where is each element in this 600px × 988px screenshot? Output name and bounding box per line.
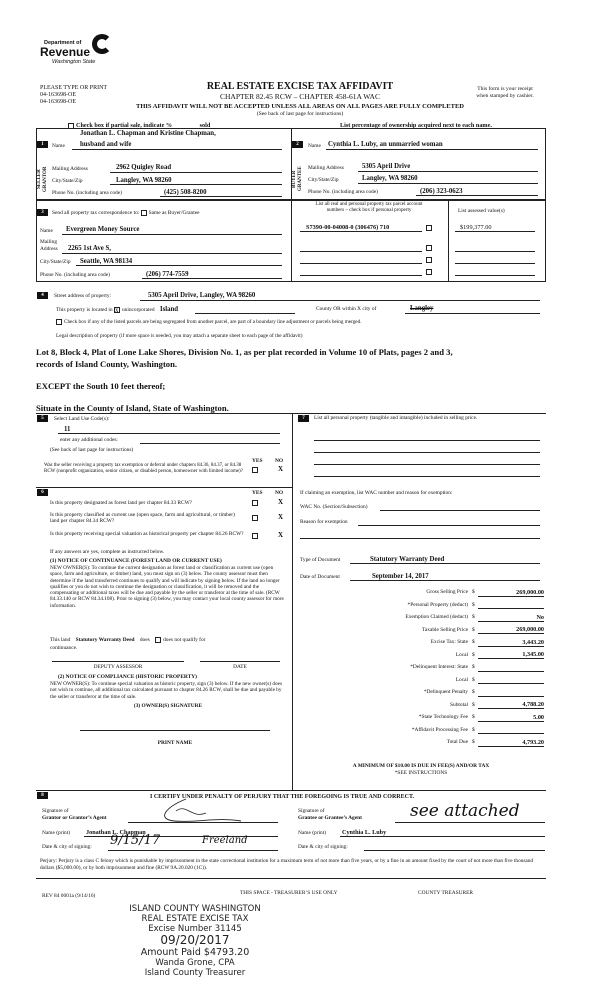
financial-label: Local xyxy=(455,676,468,683)
additional-codes: enter any additional codes: xyxy=(60,437,118,443)
send-correspondence: Send all property tax correspondence to: Same as Buyer/Grantee xyxy=(52,210,200,217)
notice-2-title: (2) NOTICE OF COMPLIANCE (HISTORIC PROPERTY) xyxy=(58,674,197,680)
grantor-date[interactable]: 9/15/17 xyxy=(110,833,161,848)
financial-label: Subtotal xyxy=(450,701,468,708)
assessed-value[interactable]: $199,377.00 xyxy=(460,224,492,231)
logo-dept: Department of xyxy=(44,40,82,46)
legal-line-4: Situate in the County of Island, State of Washington. xyxy=(36,403,229,413)
ownership-note: List percentage of ownership acquired next to each name. xyxy=(340,122,492,129)
financial-value[interactable]: 5.00 xyxy=(533,713,544,721)
receipt-note-1: This form is your receipt xyxy=(477,86,533,92)
grantor-name-label: Name (print) xyxy=(42,830,70,836)
section-6-badge: 6 xyxy=(37,489,48,496)
logo-swirl-icon xyxy=(92,34,112,54)
assessor-date-label: DATE xyxy=(233,664,247,670)
receipt-note-2: when stamped by cashier. xyxy=(476,93,534,99)
notice-2-text: NEW OWNER(S): To continue special valuation as historic property, sign (3) below. If the new owner(s) does not wish to continue, all additional tax calculated pursuant to chapter 84.26 RCW, shall be due and payable by the seller or transferor at the time of sale. xyxy=(50,681,283,700)
owner-signature-label: (3) OWNER(S) SIGNATURE xyxy=(133,703,203,709)
financial-line xyxy=(478,721,544,722)
personal-property-label: List all personal property (tangible and intangible) included in selling price. xyxy=(314,415,478,421)
section-2-badge: 2 xyxy=(292,141,303,148)
parcel-2-personal-checkbox[interactable] xyxy=(426,245,432,251)
doc-date-label: Date of Document xyxy=(300,574,340,580)
s6-top-rule xyxy=(36,487,292,488)
historic-yes-checkbox[interactable] xyxy=(252,533,258,539)
rev-number: REV 84 0001a (9/14/16) xyxy=(42,893,96,899)
financial-value[interactable]: 4,788.20 xyxy=(522,701,544,708)
financial-value[interactable]: 1,345.00 xyxy=(522,651,544,658)
stamp-title: REAL ESTATE EXCISE TAX xyxy=(141,914,249,924)
parcel-divider xyxy=(448,200,449,282)
parcel-1-personal-checkbox[interactable] xyxy=(426,225,432,231)
dollar-sign: $ xyxy=(472,676,475,683)
historic-no-mark[interactable]: X xyxy=(278,531,284,539)
dollar-sign: $ xyxy=(472,714,475,720)
qualify-checkbox[interactable] xyxy=(155,637,161,643)
seller-name-line1[interactable]: Jonathan L. Chapman and Kristine Chapman, xyxy=(80,130,216,137)
seller-city-label: City/State/Zip xyxy=(52,178,83,184)
dollar-sign: $ xyxy=(472,701,475,708)
see-instructions: *SEE INSTRUCTIONS xyxy=(394,770,448,776)
current-use-yes-checkbox[interactable] xyxy=(252,515,258,521)
footer-rule xyxy=(36,878,546,879)
financial-line xyxy=(478,608,544,609)
financial-line xyxy=(478,633,544,634)
seller-name-label: Name xyxy=(52,143,65,149)
financial-label: Taxable Selling Price xyxy=(421,626,468,633)
taxpayer-city[interactable]: Seattle, WA 98134 xyxy=(80,258,133,265)
grantee-date-label: Date & city of signing: xyxy=(298,844,348,850)
grantee-name-label: Name (print) xyxy=(298,830,326,836)
treasurer-only: THIS SPACE - TREASURER’S USE ONLY xyxy=(240,890,338,896)
doc-type[interactable]: Statutory Warranty Deed xyxy=(370,556,445,563)
grantor-sig-label-2: Grantor or Grantor’s Agent xyxy=(42,815,107,821)
buyer-phone[interactable]: (206) 323-0623 xyxy=(420,188,463,195)
continuance: continuance. xyxy=(50,645,78,651)
buyer-side-label: BUYER GRANTEE xyxy=(292,166,303,192)
located-row: This property is located in x unincorporated Island xyxy=(56,305,179,314)
grantor-sig-label-1: Signature of xyxy=(42,808,69,814)
seller-phone-label: Phone No. (including area code) xyxy=(52,190,122,196)
dollar-sign: $ xyxy=(472,626,475,633)
exemption-claim-label: If claiming an exemption, list WAC number and reason for exemption: xyxy=(300,490,453,496)
financial-line xyxy=(478,658,544,659)
buyer-name[interactable]: Cynthia L. Luby, an unmarried woman xyxy=(328,141,443,148)
financial-value[interactable]: 3,443.20 xyxy=(522,638,544,646)
stamp-treasurer-title: Island County Treasurer xyxy=(144,968,246,978)
doc-type-label: Type of Document xyxy=(300,557,341,563)
buyer-mailing[interactable]: 5305 April Drive xyxy=(362,163,411,170)
financial-line xyxy=(478,733,544,734)
financial-label: *Affidavit Processing Fee xyxy=(411,726,468,733)
grantor-name[interactable]: Jonathan L. Chapman xyxy=(86,829,146,836)
financial-label: Total Due xyxy=(446,739,468,745)
current-use-no-mark[interactable]: X xyxy=(278,513,284,521)
forest-yes-checkbox[interactable] xyxy=(252,500,258,506)
form-number-2: 04-163698-OE xyxy=(40,99,76,105)
grantee-sig-label-1: Signature of xyxy=(298,808,325,814)
legal-line-2: records of Island County, Washington. xyxy=(36,359,178,369)
wac-label: WAC No. (Section/Subsection) xyxy=(300,504,368,510)
notice-1-text: NEW OWNER(S): To continue the current designation as forest land or classification as current use (open space, farm and agriculture, or timber) land, you must sign on (3) below. The county assessor must then determine if the land transferred continues to qualify and will indicate by signing below. If the land no longer qualifies or you do not wish to continue the designation or classification, it will be removed and the compensating or additional taxes will be due and payable by the seller or transferor at the time of sale. (RCW 84.33.140 or RCW 84.34.108). Prior to signing (3) below, you may contact your local county assessor for more information. xyxy=(50,565,284,609)
segregated-row: Check box if any of the listed parcels are being segregated from another parcel, are part of a boundary line adjustment or parcels being merged. xyxy=(56,319,362,326)
print-name-label: PRINT NAME xyxy=(157,740,193,746)
same-as-buyer-checkbox[interactable] xyxy=(141,210,147,216)
legal-line-3: EXCEPT the South 10 feet thereof; xyxy=(36,381,166,391)
legal-label: Legal description of property (if more space is needed, you may attach a separate sheet to each page of the affidavit) xyxy=(56,333,303,339)
section-5-badge: 5 xyxy=(37,415,48,422)
dollar-sign: $ xyxy=(472,614,475,620)
main-divider xyxy=(292,413,293,790)
section-3-badge: 3 xyxy=(37,209,48,216)
warning: THIS AFFIDAVIT WILL NOT BE ACCEPTED UNLESS ALL AREAS ON ALL PAGES ARE FULLY COMPLETED xyxy=(136,103,464,110)
s5-yes-checkbox[interactable] xyxy=(252,467,258,473)
financial-label: Excise Tax: State xyxy=(430,639,468,645)
financial-line xyxy=(478,621,544,622)
stamp-treasurer-name: Wanda Grone, CPA xyxy=(155,958,235,968)
dollar-sign: $ xyxy=(472,739,475,745)
financial-line xyxy=(478,596,544,597)
dollar-sign: $ xyxy=(472,651,475,658)
buyer-mailing-label: Mailing Address xyxy=(308,165,344,171)
main-top-rule xyxy=(36,413,546,414)
financial-label: *Delinquent Penalty xyxy=(423,689,468,695)
grantor-date-label: Date & city of signing: xyxy=(42,844,92,850)
page-title: REAL ESTATE EXCISE TAX AFFIDAVIT xyxy=(206,81,394,92)
dollar-sign: $ xyxy=(472,689,475,695)
buyer-name-label: Name xyxy=(308,143,321,149)
s8-top-rule xyxy=(36,790,546,791)
financial-value[interactable]: 269,000.00 xyxy=(516,626,544,633)
dollar-sign: $ xyxy=(472,601,475,608)
taxpayer-mailing[interactable]: 2265 1st Ave S, xyxy=(68,245,111,252)
land-use-see-back: (See back of last page for instructions) xyxy=(50,447,134,453)
seller-mailing[interactable]: 2962 Quigley Road xyxy=(116,164,172,171)
taxpayer-phone-label: Phone No. (including area code) xyxy=(40,272,110,278)
section-7-badge: 7 xyxy=(298,415,309,422)
financial-line xyxy=(478,696,544,697)
taxpayer-city-label: City/State/Zip xyxy=(40,259,71,265)
seller-phone[interactable]: (425) 508-8200 xyxy=(164,189,207,196)
street-address[interactable]: 5305 April Drive, Langley, WA 98260 xyxy=(148,292,256,299)
s5-no-head: NO xyxy=(275,458,284,464)
buyer-phone-label: Phone No. (including area code) xyxy=(308,189,378,195)
financial-line xyxy=(478,708,544,709)
taxpayer-mailing-label1: Mailing xyxy=(40,239,58,245)
parcel-number[interactable]: S7390-00-04008-0 (306476) 710 xyxy=(306,224,390,231)
stamp-county: ISLAND COUNTY WASHINGTON xyxy=(129,904,261,914)
financial-value[interactable]: 269,000.00 xyxy=(516,588,544,596)
segregated-checkbox[interactable] xyxy=(56,319,62,325)
if-yes-note: If any answers are yes, complete as instructed below. xyxy=(50,549,165,555)
qualify-doc: Statutory Warranty Deed xyxy=(75,637,135,644)
land-use-label: Select Land Use Code(s): xyxy=(54,416,110,422)
certify: I CERTIFY UNDER PENALTY OF PERJURY THAT THE FOREGOING IS TRUE AND CORRECT. xyxy=(150,794,415,800)
taxpayer-mailing-label2: Address xyxy=(40,246,58,252)
dollar-sign: $ xyxy=(472,639,475,645)
stamp-date: 09/20/2017 xyxy=(160,933,230,947)
s6-no-head: NO xyxy=(275,490,284,496)
financial-label: *Delinquent Interest: State xyxy=(410,664,468,670)
financial-value[interactable]: No xyxy=(536,613,544,621)
chapter-ref: CHAPTER 82.45 RCW – CHAPTER 458-61A WAC xyxy=(220,92,380,101)
historic-question: Is this property receiving special valuation as historical property per chapter 84.26 RCW? xyxy=(50,531,244,537)
seller-side-label: SELLER GRANTOR xyxy=(37,166,48,192)
county-treasurer: COUNTY TREASURER xyxy=(418,890,473,896)
legal-line-1: Lot 8, Block 4, Plat of Lone Lake Shores, Division No. 1, as per plat recorded in Volume 10 of Plats, pages 2 and 3, xyxy=(36,347,453,357)
county-name[interactable]: Island xyxy=(159,306,179,313)
stamp-excise-number: Excise Number 31145 xyxy=(148,924,242,934)
grantee-sig-label-2: Grantee or Grantee’s Agent xyxy=(298,815,362,821)
financial-label: Gross Selling Price xyxy=(426,589,468,595)
financial-label: Exemption Claimed (deduct) xyxy=(405,614,468,620)
reason-label: Reason for exemption xyxy=(300,519,348,525)
parcel-4-personal-checkbox[interactable] xyxy=(426,269,432,275)
financial-line xyxy=(478,746,544,747)
exemption-question: Was the seller receiving a property tax exemption or deferral under chapters 84.36, 84.37, or 84.38 RCW (nonprofit organization, senior citizen, or disabled person, homeowner with limited income)? xyxy=(44,463,243,474)
grantor-city[interactable]: Freeland xyxy=(202,835,248,846)
doc-date[interactable]: September 14, 2017 xyxy=(372,573,429,580)
receipt-stamp xyxy=(110,904,280,978)
section-8-badge: 8 xyxy=(37,792,48,799)
notice-1-title: (1) NOTICE OF CONTINUANCE (FOREST LAND OR CURRENT USE) xyxy=(50,558,222,564)
financial-label: *State Technology Fee xyxy=(418,714,468,720)
parcel-head-2: numbers – check box if personal property xyxy=(326,207,412,213)
logo-revenue: Revenue xyxy=(40,45,91,59)
section-4-badge: 4 xyxy=(37,292,48,299)
buyer-city[interactable]: Langley, WA 98260 xyxy=(362,175,418,182)
stamp-amount: Amount Paid $4793.20 xyxy=(140,947,250,958)
dollar-sign: $ xyxy=(472,664,475,670)
financial-label: *Personal Property (deduct) xyxy=(407,601,468,608)
current-use-question: Is this property classified as current use (open space, farm and agricultural, or timber) land per chapter 84.34 RCW? xyxy=(50,512,235,525)
partial-sale-row: Check box if partial sale, indicate % sold xyxy=(68,122,210,129)
s5-no-mark[interactable]: X xyxy=(278,465,284,473)
street-label: Street address of property: xyxy=(54,293,112,299)
perjury-note: Perjury: Perjury is a class C felony which is punishable by imprisonment in the state correctional institution for a maximum term of not more than five years, or by a fine in an amount fixed by the court of not more than five thousand dollars ($5,000.00), or by both imprisonment and fine (RCW 9A.20.020 (1C)). xyxy=(40,858,534,871)
buyer-city-label: City/State/Zip xyxy=(308,177,339,183)
seller-name-line2[interactable]: husband and wife xyxy=(80,141,132,148)
s5-yes-head: YES xyxy=(252,458,263,464)
revenue-logo xyxy=(40,34,118,70)
financial-line xyxy=(478,683,544,684)
financial-line xyxy=(478,671,544,672)
county-label: County OR within X city of xyxy=(316,306,377,312)
land-use-code[interactable]: 11 xyxy=(64,426,71,433)
section-1-badge: 1 xyxy=(37,141,48,148)
minimum-note: A MINIMUM OF $10.00 IS DUE IN FEE(S) AND/OR TAX xyxy=(352,763,490,769)
forest-no-mark[interactable]: X xyxy=(278,498,284,506)
deputy-assessor-label: DEPUTY ASSESSOR xyxy=(93,664,143,670)
please-type: PLEASE TYPE OR PRINT xyxy=(40,85,108,91)
assessed-head: List assessed value(s) xyxy=(458,208,505,214)
parcel-3-personal-checkbox[interactable] xyxy=(426,257,432,263)
s6-yes-head: YES xyxy=(252,490,263,496)
financial-label: Local xyxy=(455,651,468,658)
forest-question: Is this property designated as forest land per chapter 84.33 RCW? xyxy=(50,500,193,506)
dollar-sign: $ xyxy=(472,589,475,595)
seller-city[interactable]: Langley, WA 98260 xyxy=(116,177,172,184)
qualify-row: This land Statutory Warranty Deed does does not qualify for xyxy=(50,637,206,644)
see-back: (See back of last page for instructions) xyxy=(256,111,344,117)
seller-mailing-label: Mailing Address xyxy=(52,166,88,172)
form-number-1: 04-163698-OE xyxy=(40,92,76,98)
grantee-signature[interactable]: see attached xyxy=(410,801,520,821)
taxpayer-name-label: Name xyxy=(40,228,53,234)
taxpayer-name[interactable]: Evergreen Money Source xyxy=(66,226,140,233)
dollar-sign: $ xyxy=(472,726,475,733)
taxpayer-phone[interactable]: (206) 774-7559 xyxy=(146,271,189,278)
logo-state: Washington State xyxy=(52,59,96,65)
parcel-head-1: List all real and personal property tax parcel account xyxy=(315,201,423,207)
unincorporated-checkbox[interactable]: x xyxy=(114,305,119,314)
grantee-name[interactable]: Cynthia L. Luby xyxy=(342,829,387,836)
financial-value[interactable]: 4,793.20 xyxy=(522,738,544,746)
city-struck[interactable]: Langley xyxy=(410,305,434,312)
financial-line xyxy=(478,646,544,647)
